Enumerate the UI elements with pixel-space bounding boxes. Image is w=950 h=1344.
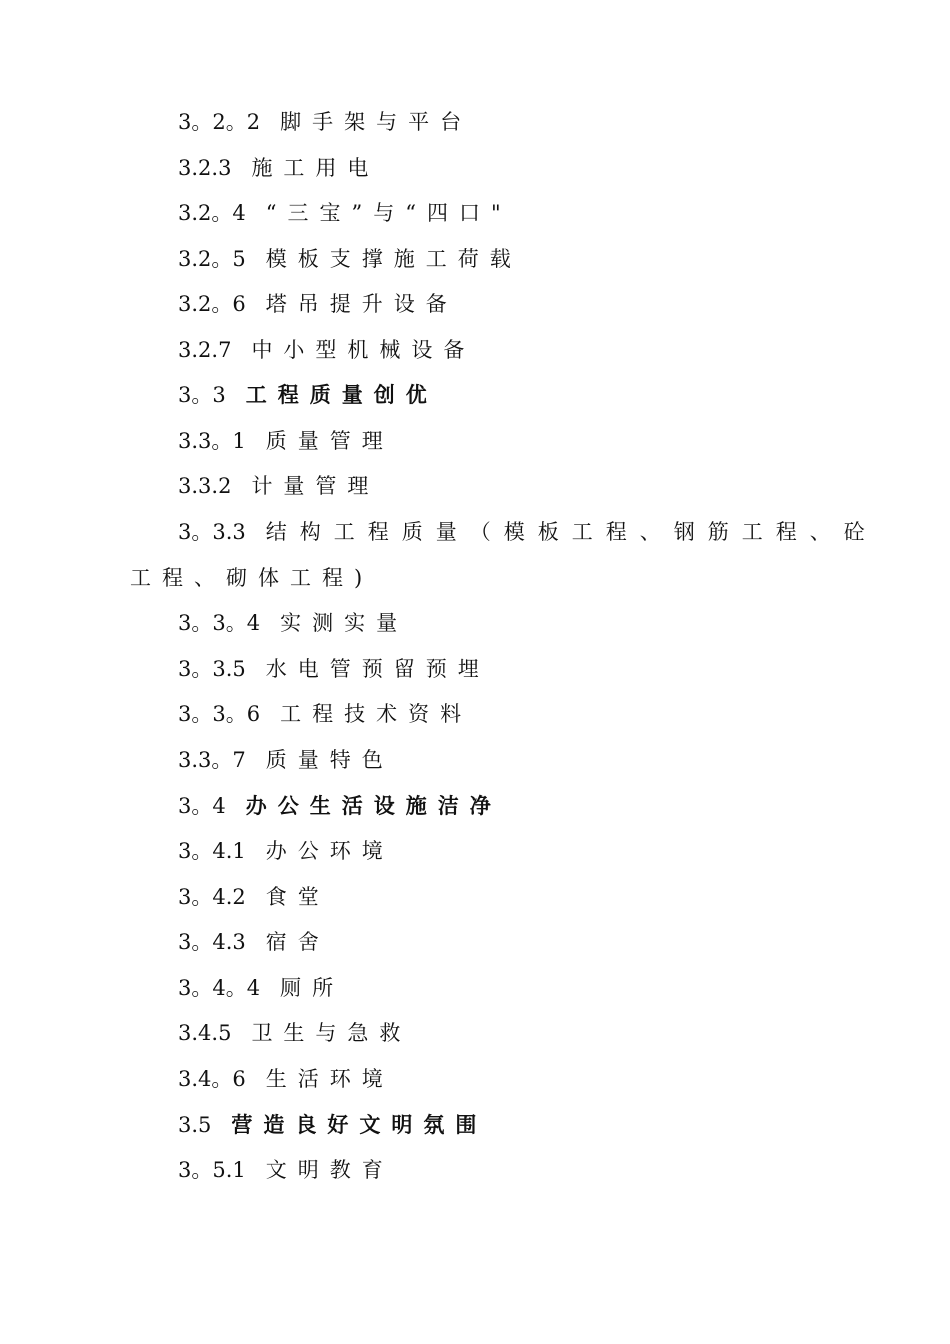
item-number: 3.2.3 bbox=[178, 156, 232, 180]
item-number: 3.5 bbox=[178, 1113, 212, 1137]
item-text: 中小型机械设备 bbox=[251, 338, 476, 362]
toc-item-3-3-2 bbox=[178, 473, 379, 499]
item-text: 质量特色 bbox=[265, 748, 394, 772]
toc-item-3-4-3 bbox=[178, 929, 330, 955]
toc-item-3-3-7 bbox=[178, 747, 394, 773]
item-number: 3。4.1 bbox=[178, 839, 246, 863]
item-text: 计量管理 bbox=[251, 474, 380, 498]
toc-item-3-4-1 bbox=[178, 838, 394, 864]
toc-item-3-4-6 bbox=[178, 1066, 394, 1092]
toc-item-3-2-5 bbox=[178, 246, 522, 272]
item-text: 质量管理 bbox=[265, 429, 394, 453]
item-number: 3。3 bbox=[178, 383, 226, 407]
item-text: 食堂 bbox=[265, 885, 330, 909]
item-number: 3.3.2 bbox=[178, 474, 232, 498]
toc-item-3-2-3 bbox=[178, 155, 379, 181]
item-text: 施工用电 bbox=[251, 156, 380, 180]
item-number: 3.4。6 bbox=[178, 1067, 246, 1091]
item-text: 实测实量 bbox=[280, 611, 409, 635]
item-text: 结构工程质量（模板工程、钢筋工程、砼 bbox=[265, 520, 878, 544]
toc-item-3-5-1 bbox=[178, 1157, 394, 1183]
section-heading: 营造良好文明氛围 bbox=[231, 1112, 488, 1137]
item-text: 厕所 bbox=[280, 976, 345, 1000]
toc-section-3-3 bbox=[178, 382, 438, 408]
toc-item-3-2-2 bbox=[178, 109, 472, 135]
item-text: 工程技术资料 bbox=[280, 702, 473, 726]
item-number: 3。2。2 bbox=[178, 110, 261, 134]
item-text: “三宝”与“四口" bbox=[265, 201, 512, 225]
item-text: 文明教育 bbox=[265, 1158, 394, 1182]
item-text: 模板支撑施工荷载 bbox=[265, 247, 522, 271]
item-number: 3。4。4 bbox=[178, 976, 261, 1000]
item-number: 3。3。6 bbox=[178, 702, 261, 726]
toc-item-3-3-3 bbox=[178, 519, 878, 545]
toc-item-3-3-3-continuation: 工程、砌体工程) bbox=[130, 566, 374, 590]
toc-item-3-3-1 bbox=[178, 428, 394, 454]
toc-item-3-4-5 bbox=[178, 1020, 411, 1046]
toc-item-3-4-2 bbox=[178, 884, 330, 910]
item-number: 3。5.1 bbox=[178, 1158, 246, 1182]
item-number: 3.2。5 bbox=[178, 247, 246, 271]
item-text: 塔吊提升设备 bbox=[265, 292, 458, 316]
item-number: 3。4 bbox=[178, 794, 226, 818]
toc-item-3-3-6 bbox=[178, 701, 472, 727]
item-text: 卫生与急救 bbox=[251, 1021, 412, 1045]
item-number: 3.2.7 bbox=[178, 338, 232, 362]
item-number: 3。4.2 bbox=[178, 885, 246, 909]
item-number: 3.3。1 bbox=[178, 429, 246, 453]
toc-item-3-2-6 bbox=[178, 291, 458, 317]
toc-item-3-3-4 bbox=[178, 610, 408, 636]
section-heading: 工程质量创优 bbox=[245, 382, 438, 407]
toc-item-3-2-7 bbox=[178, 337, 475, 363]
item-number: 3。3.5 bbox=[178, 657, 246, 681]
toc-section-3-4 bbox=[178, 793, 502, 819]
item-number: 3。4.3 bbox=[178, 930, 246, 954]
toc-item-3-4-4 bbox=[178, 975, 344, 1001]
toc-section-3-5 bbox=[178, 1112, 487, 1138]
item-number: 3。3。4 bbox=[178, 611, 261, 635]
item-text: 办公环境 bbox=[265, 839, 394, 863]
item-text: 宿舍 bbox=[265, 930, 330, 954]
item-number: 3.4.5 bbox=[178, 1021, 232, 1045]
toc-item-3-3-5 bbox=[178, 656, 490, 682]
item-number: 3.3。7 bbox=[178, 748, 246, 772]
item-text: 生活环境 bbox=[265, 1067, 394, 1091]
item-number: 3.2。4 bbox=[178, 201, 246, 225]
section-heading: 办公生活设施洁净 bbox=[245, 793, 502, 818]
item-text: 水电管预留预埋 bbox=[265, 657, 490, 681]
item-number: 3。3.3 bbox=[178, 520, 246, 544]
item-text: 脚手架与平台 bbox=[280, 110, 473, 134]
toc-item-3-2-4 bbox=[178, 200, 512, 226]
item-number: 3.2。6 bbox=[178, 292, 246, 316]
